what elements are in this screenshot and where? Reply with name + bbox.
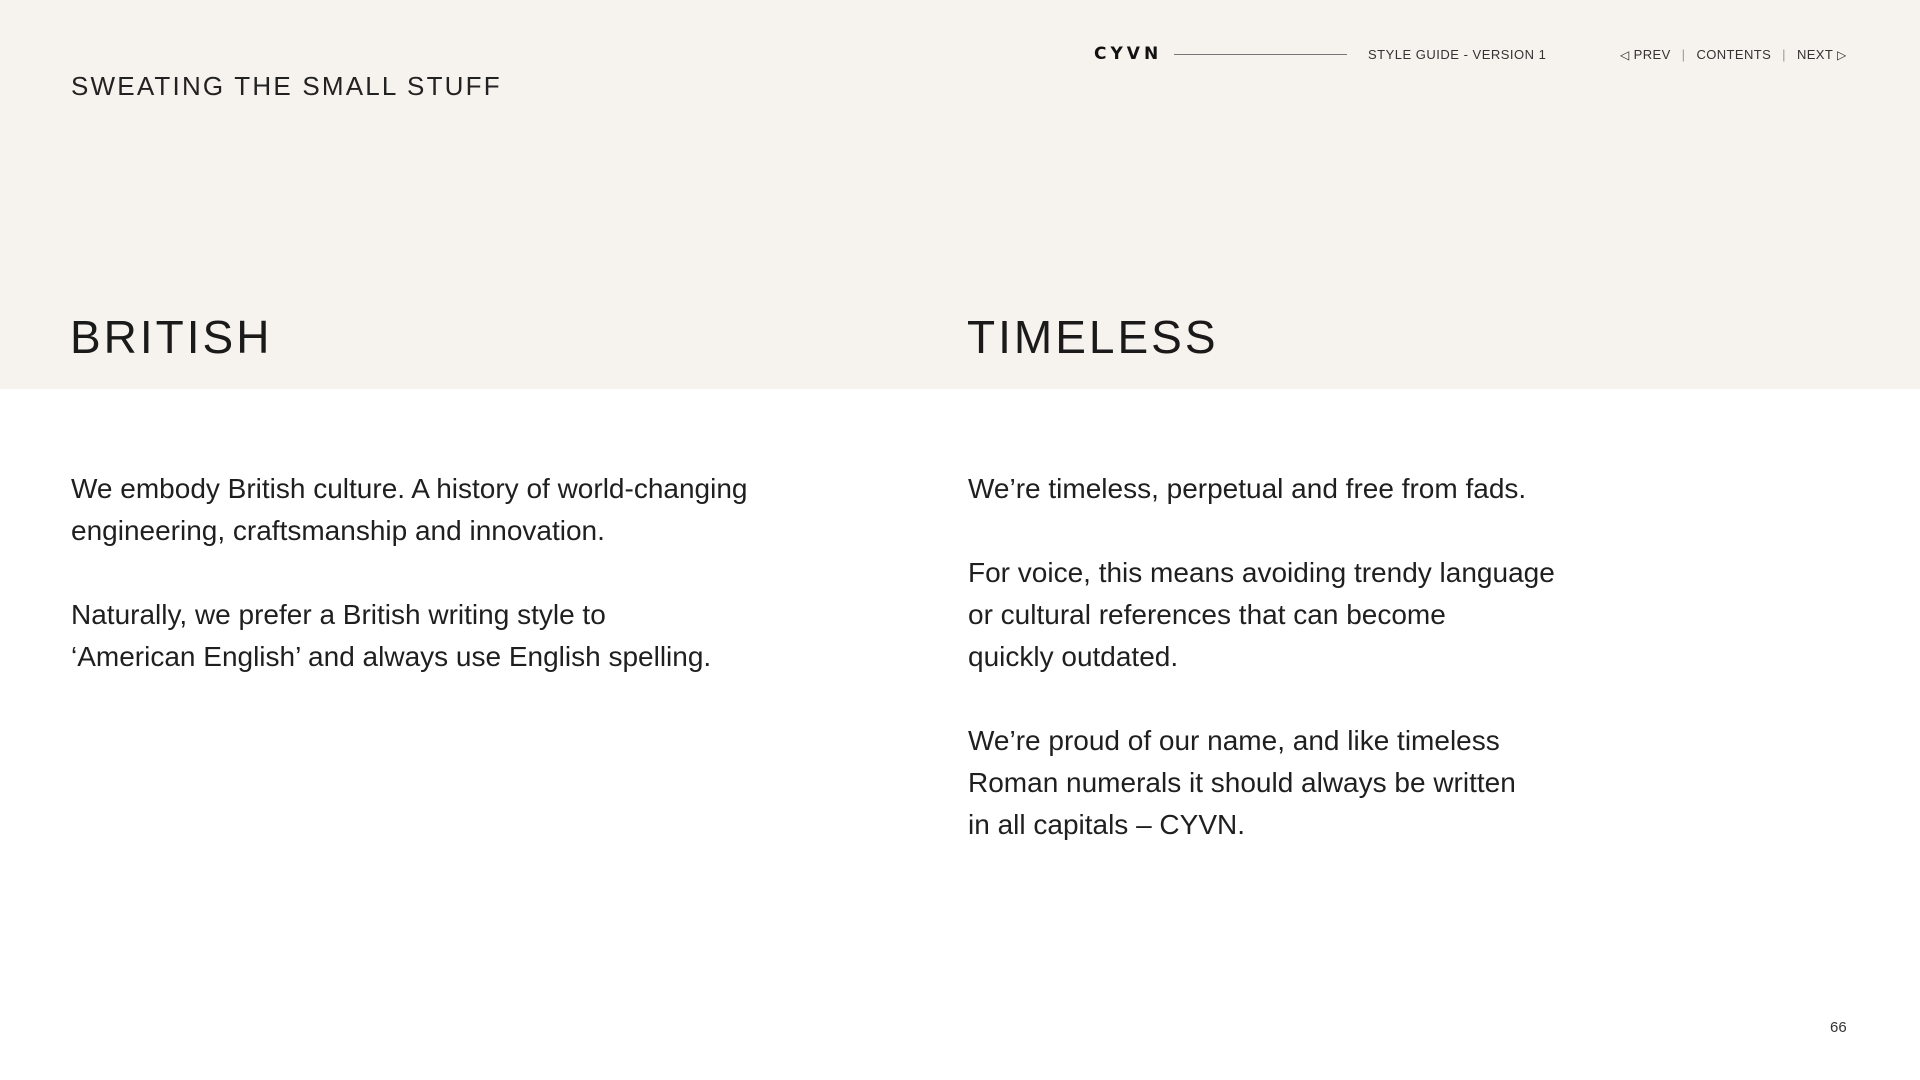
body-line: We’re proud of our name, and like timeless (968, 725, 1500, 756)
nav-separator: | (1782, 46, 1786, 62)
next-label: NEXT (1796, 46, 1833, 62)
cyvn-logo: CYVN (1094, 44, 1163, 64)
triangle-right-icon: ▷ (1837, 47, 1847, 62)
body-line: ‘American English’ and always use English spelling. (71, 641, 712, 672)
nav-separator: | (1681, 46, 1686, 62)
next-link[interactable] (1797, 47, 1847, 62)
timeless-body (968, 468, 1688, 888)
timeless-heading: TIMELESS (967, 311, 1219, 363)
british-paragraph (71, 594, 791, 678)
body-line: Naturally, we prefer a British writing style to (71, 599, 606, 630)
section-title: SWEATING THE SMALL STUFF (71, 71, 502, 101)
guide-version-label: STYLE GUIDE - VERSION 1 (1368, 46, 1547, 62)
page-navigation (1620, 44, 1847, 64)
prev-label: PREV (1633, 46, 1671, 62)
page-number: 66 (1830, 1019, 1847, 1036)
timeless-paragraph (968, 720, 1688, 846)
header-bar (1094, 44, 1558, 64)
timeless-paragraph (968, 552, 1688, 678)
body-line: quickly outdated. (968, 641, 1179, 672)
contents-link[interactable]: CONTENTS (1696, 46, 1772, 62)
body-line: We’re timeless, perpetual and free from fads. (968, 473, 1527, 504)
body-line: engineering, craftsmanship and innovation. (71, 515, 605, 546)
british-body (71, 468, 791, 720)
body-line: For voice, this means avoiding trendy language (968, 557, 1555, 588)
british-heading: BRITISH (70, 311, 273, 363)
body-line: We embody British culture. A history of world-changing (71, 473, 748, 504)
timeless-paragraph (968, 468, 1688, 510)
british-paragraph (71, 468, 791, 552)
header-divider (1174, 54, 1347, 55)
body-line: or cultural references that can become (968, 599, 1446, 630)
prev-link[interactable] (1620, 47, 1671, 62)
triangle-left-icon: ◁ (1620, 47, 1630, 62)
body-line: in all capitals – CYVN. (968, 809, 1246, 840)
body-line: Roman numerals it should always be written (968, 767, 1516, 798)
